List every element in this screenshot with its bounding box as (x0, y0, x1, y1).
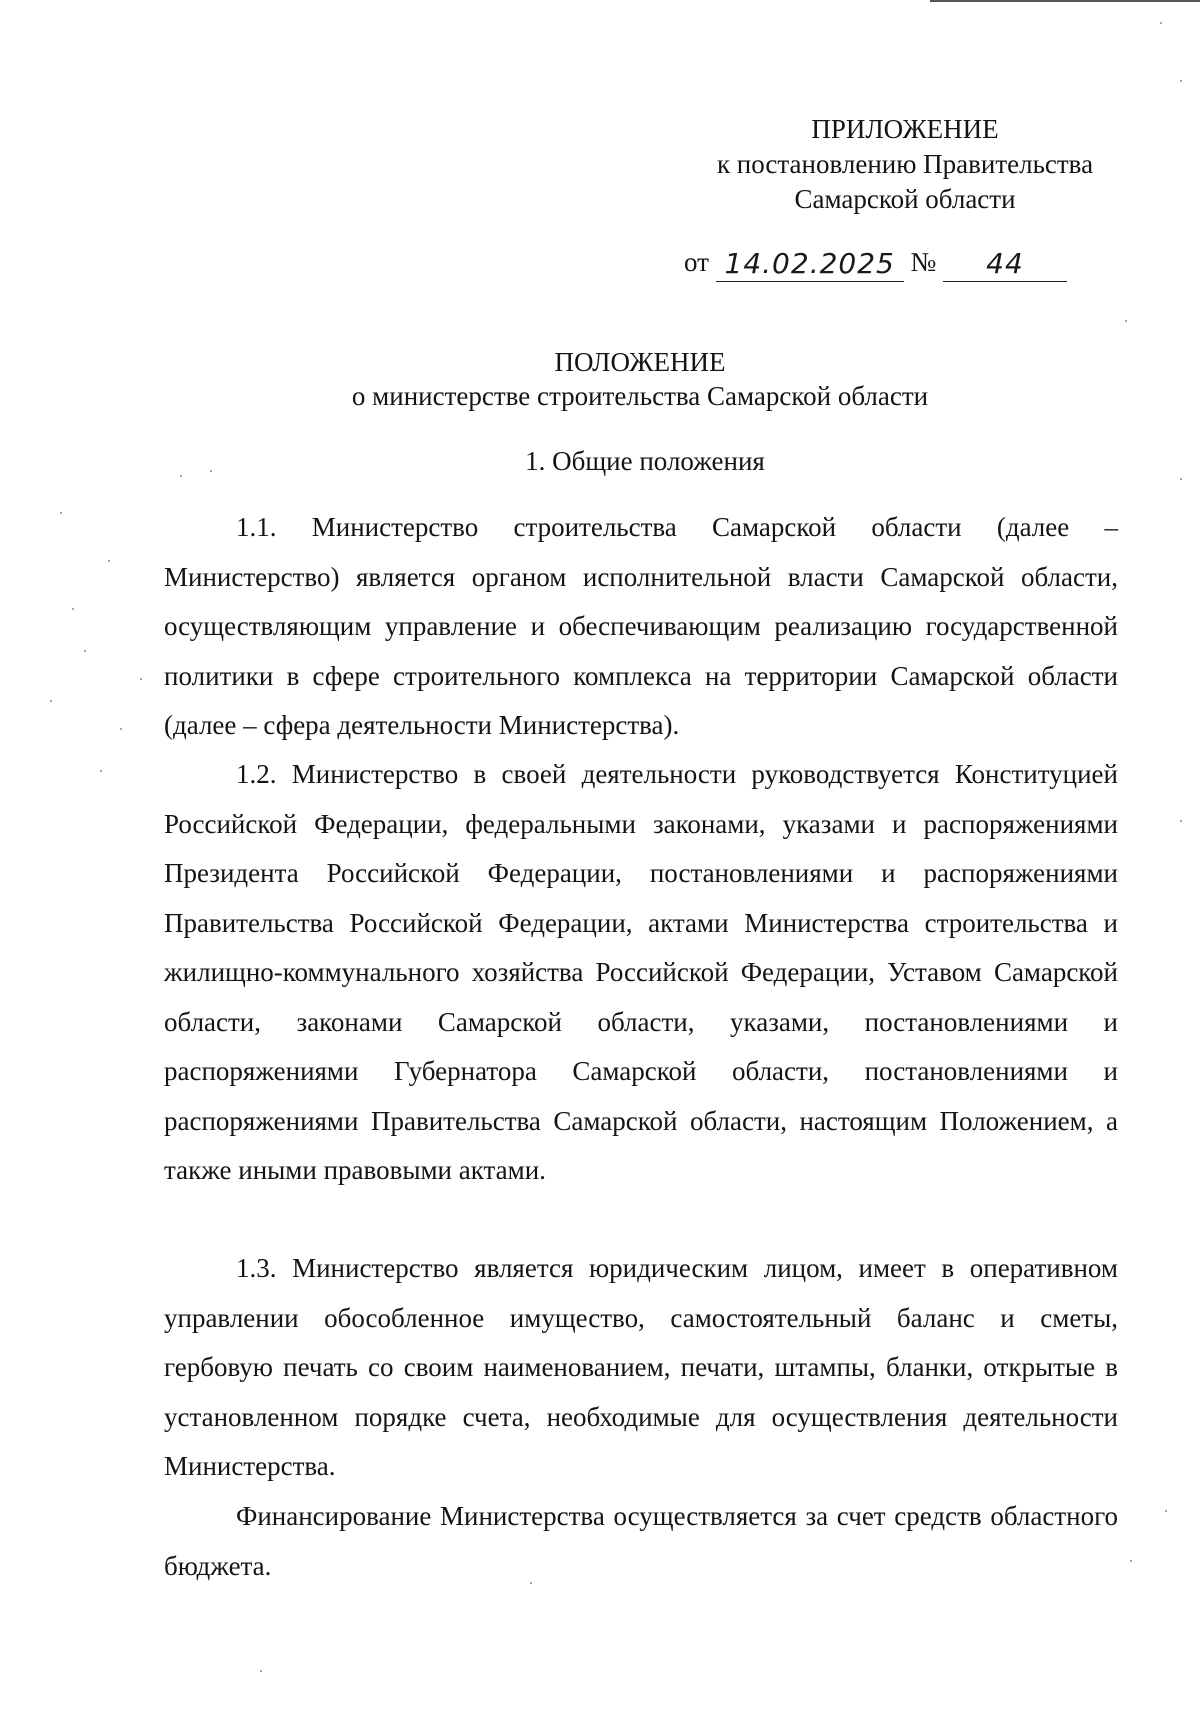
paragraph-text: 1.3. Министерство является юридическим лицом, имеет в оперативном управлении обособленное имущество, самостоятельный баланс и сметы, гербовую печать со своим наименованием, печати, штампы, бланки, открытые в установленном порядке счета, необходимые для осуществления деятельности Министерства. (164, 1253, 1118, 1481)
document-subtitle: о министерстве строительства Самарской области (351, 381, 929, 411)
appendix-region: Самарской области (794, 184, 1016, 214)
paragraph-text: Финансирование Министерства осуществляется за счет средств областного бюджета. (164, 1501, 1118, 1581)
number-sign: № (910, 247, 937, 277)
scan-edge-line (930, 0, 1200, 2)
resolution-date-number (684, 242, 1067, 282)
handwritten-number: 44 (943, 247, 1067, 282)
paragraph-1-2 (164, 750, 1118, 1196)
appendix-header (680, 112, 1130, 217)
paragraph-text: 1.1. Министерство строительства Самарской области (далее – Министерство) является органом исполнительной власти Самарской области, осуществляющим управление и обеспечивающим реализацию государственной политики в сфере строительного комплекса на территории Самарской области (далее – сфера деятельности Министерства). (164, 512, 1118, 740)
paragraph-text: 1.2. Министерство в своей деятельности руководствуется Конституцией Российской Федерации, федеральными законами, указами и распоряжениями Президента Российской Федерации, постановлениями и распоряжениями Правительства Российской Федерации, актами Министерства строительства и жилищно-коммунального хозяйства Российской Федерации, Уставом Самарской области, законами Самарской области, указами, постановлениями и распоряжениями Губернатора Самарской области, постановлениями и распоряжениями Правительства Самарской области, настоящим Положением, а также иными правовыми актами. (164, 759, 1118, 1185)
paragraph-1-3 (164, 1244, 1118, 1492)
handwritten-date: 14.02.2025 (716, 247, 904, 282)
date-prefix: от (684, 247, 709, 277)
paragraph-financing (164, 1492, 1118, 1591)
appendix-reference: к постановлению Правительства (716, 149, 1094, 179)
appendix-title: ПРИЛОЖЕНИЕ (811, 114, 999, 144)
section-heading: 1. Общие положения (525, 446, 765, 476)
paragraph-1-1 (164, 503, 1118, 751)
document-title: ПОЛОЖЕНИЕ (554, 347, 726, 377)
